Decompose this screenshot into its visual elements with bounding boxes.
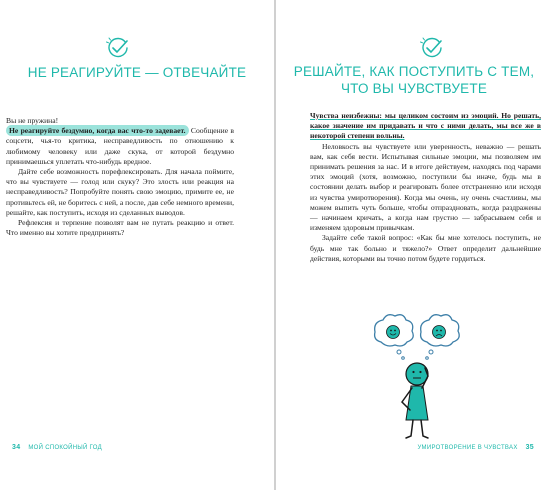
checkmark-circle-icon [106,36,130,60]
paragraph-2: Неловкость вы чувствуете или уверенность, неважно — решать вам, как себя вести. Испытывая сильные эмоции, мы позволяем им принимать решения за нас. И в итоге действуем, находясь под чарами этих эмоций (хотя, возможно, поступили бы иначе, будь мы в состоянии делать выбор и реагировать более отстраненно или исходя из чувства умиротворения). Когда мы очень, ну очень счастливы, мы можем выпить чуть больше, чтобы отпраздновать, когда раздражены — начинаем кричать, а когда нам грустно — забрасываем себя и изменяем здоровым привычкам. [310,141,541,233]
footer [417,444,540,451]
footer [6,444,102,451]
highlighted-sentence: Не реагируйте бездумно, когда вас что-то задевает. [6,125,189,136]
intro-line: Вы не пружина! [6,116,59,125]
page-title-line-1: РЕШАЙТЕ, КАК ПОСТУПИТЬ С ТЕМ, [293,64,535,79]
page-title-line-2: ЧТО ВЫ ЧУВСТВУЕТЕ [340,81,488,96]
body-text [6,116,234,238]
sad-face-icon [421,315,460,360]
right-page [276,0,550,490]
paragraph-1 [6,126,234,167]
page-title [290,63,538,97]
checkmark-circle-icon [420,36,444,60]
lead-paragraph: Чувства неизбежны: мы целиком состоим из эмоций. Но решать, какое значение им придавать и что с ними делать, мы все же в некоторой степени вольны. [310,111,541,141]
paragraph-1-rest: Сообщение в соцсети, чья-то критика, несправедливость по отношению к любимому человеку или даже скука, от которой бездумно принимаешься уплетать что-нибудь вредное. [6,126,235,166]
page-number: 34 [12,444,21,451]
running-title: УМИРОТВОРЕНИЕ В ЧУВСТВАХ [417,445,518,451]
stick-figure-illustration [371,312,466,442]
page-title: НЕ РЕАГИРУЙТЕ — ОТВЕЧАЙТЕ [27,65,247,80]
page-number: 35 [525,444,534,451]
paragraph-3: Рефлексия и терпение позволят вам не путать реакцию и ответ. Что именно вы хотите предпринять? [6,218,234,238]
body-text [310,111,541,264]
paragraph-3: Задайте себе такой вопрос: «Как бы мне хотелось поступить, не будь мне так больно и тяжело?» Ответ определит дальнейшие действия, которыми вы точно потом будете гордиться. [310,233,541,263]
paragraph-2: Дайте себе возможность порефлексировать. Для начала поймите, что вы чувствуете — голод или скуку? Это злость или реакция на несправедливость? Попробуйте понять свою эмоцию, примите ее, не противьтесь ей, не боритесь с ней, а после, дав себе немного времени, решайте, как поступить, исходя из сделанных выводов. [6,167,234,217]
stick-figure [402,363,428,438]
happy-face-icon [375,315,414,360]
left-page [0,0,274,490]
running-title: МОЙ СПОКОЙНЫЙ ГОД [28,445,102,451]
